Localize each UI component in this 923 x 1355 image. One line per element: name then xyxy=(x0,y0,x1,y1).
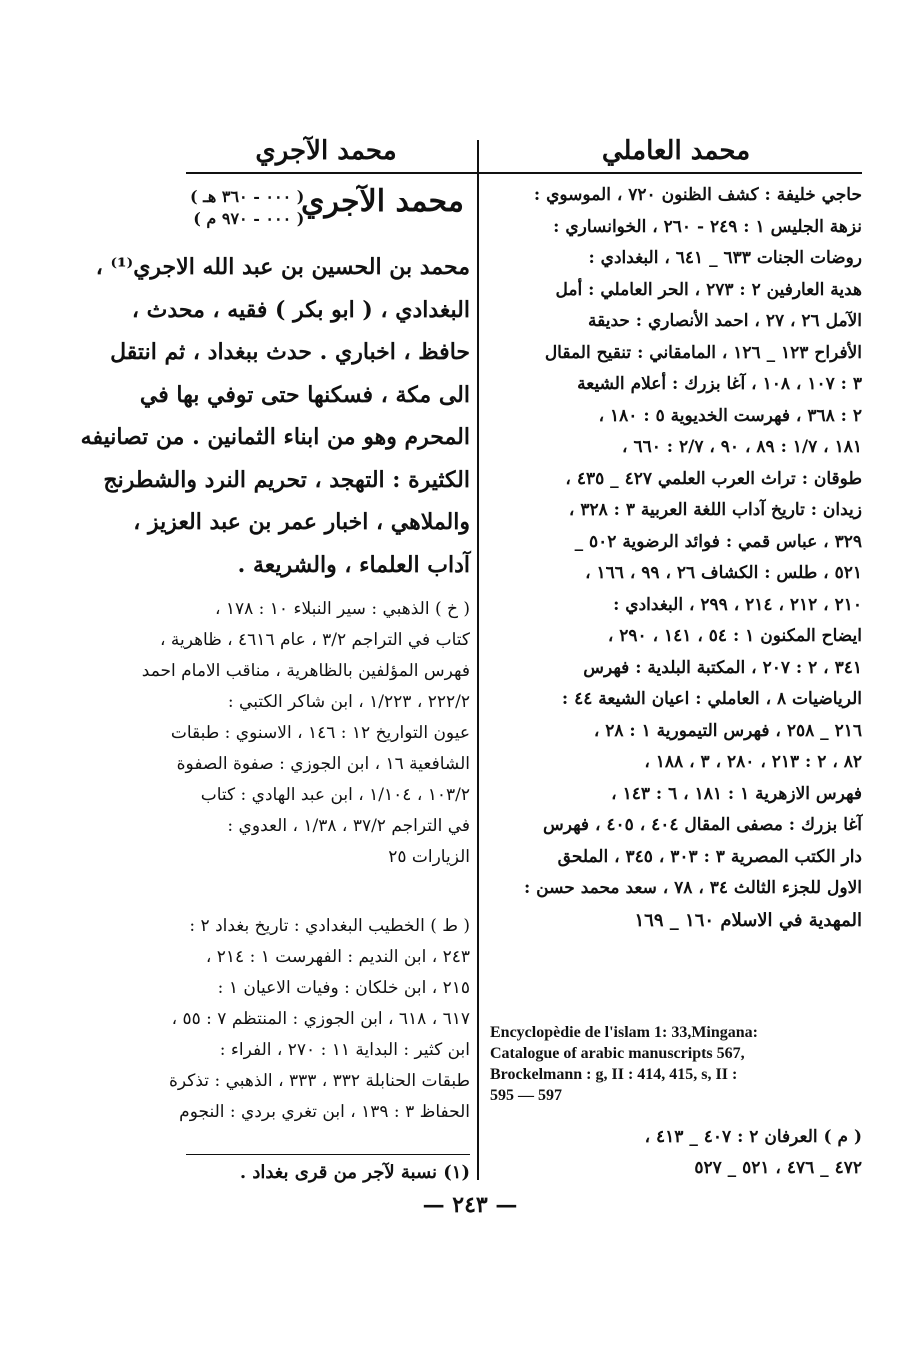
text-line: ٣ : ١٠٧ ، ١٠٨ ، آغا بزرك : أعلام الشيعة xyxy=(577,374,862,394)
latin-references xyxy=(490,1022,862,1106)
text-line: هدية العارفين ٢ : ٢٧٣ ، الحر العاملي : أمل xyxy=(555,279,862,300)
text-line: زيدان : تاريخ آداب اللغة العربية ٣ : ٣٢٨ ، xyxy=(568,500,862,520)
text-line: الى مكة ، فسكنها حتى توفي بها في xyxy=(139,381,470,408)
footnote-rule xyxy=(186,1154,470,1155)
page-number: — ٢٤٣ — xyxy=(422,1192,518,1218)
latin-line: Catalogue of arabic manuscripts 567, xyxy=(490,1045,745,1062)
text-line: والملاهي ، اخبار عمر بن عبد العزيز ، xyxy=(133,509,470,535)
text-line: ٨٢ ، ٢ : ٢١٣ ، ٢٨٠ ، ٣ ، ١٨٨ ، xyxy=(644,752,862,772)
latin-line: Encyclopèdie de l'islam 1: 33,Mingana: xyxy=(490,1024,758,1041)
source-line: ٢٢٢/٢ ، ١/٢٢٣ ، ابن شاكر الكتبي : xyxy=(227,692,470,712)
source-line: الزيارات ٢٥ xyxy=(388,847,470,867)
text-line: ٣٢٩ ، عباس قمي : فوائد الرضوية ٥٠٢ _ xyxy=(574,531,862,552)
text-line: الآمل ٢٦ ، ٢٧ ، احمد الأنصاري : حديقة xyxy=(588,311,862,331)
entry-heading xyxy=(186,180,470,238)
text-line: المحرم وهو من ابناء الثمانين . من تصانيفه xyxy=(80,424,470,450)
source-line: ٢١٥ ، ابن خلكان : وفيات الاعيان ١ : xyxy=(217,978,470,998)
source-line: ( ط ) الخطيب البغدادي : تاريخ بغداد ٢ : xyxy=(189,916,470,936)
footnote: (١) نسبة لآجر من قرى بغداد . xyxy=(239,1162,470,1183)
source-line: الشافعية ١٦ ، ابن الجوزي : صفوة الصفوة xyxy=(176,754,470,774)
text-line: ايضاح المكنون ١ : ٥٤ ، ١٤١ ، ٢٩٠ ، xyxy=(607,626,862,646)
running-header-left: محمد الآجري xyxy=(255,136,397,166)
text-line: طوقان : تراث العرب العلمي ٤٢٧ _ ٤٣٥ ، xyxy=(565,468,862,489)
source-line: الحفاظ ٣ : ١٣٩ ، ابن تغري بردي : النجوم xyxy=(179,1102,470,1122)
text-line: ٢١٠ ، ٢١٢ ، ٢١٤ ، ٢٩٩ ، البغدادي : xyxy=(613,594,862,615)
text-line: ٣٤١ ، ٢ : ٢٠٧ ، المكتبة البلدية : فهرس xyxy=(583,657,862,678)
text-line: ٢١٦ _ ٢٥٨ ، فهرس التيمورية ١ : ٢٨ ، xyxy=(593,720,862,741)
text-line: نزهة الجليس ١ : ٢٤٩ - ٢٦٠ ، الخوانساري : xyxy=(553,216,862,237)
text-line: ١٨١ ، ١/٧ : ٨٩ ، ٩٠ ، ٢/٧ : ٦٦٠ ، xyxy=(622,437,862,457)
text-line: حاجي خليفة : كشف الظنون ٧٢٠ ، الموسوي : xyxy=(533,185,862,205)
text-line: حافظ ، اخباري . حدث ببغداد ، ثم انتقل xyxy=(110,339,470,365)
right-column-tail xyxy=(490,1122,862,1184)
latin-line: Brockelmann : g, II : 414, 415, s, II : xyxy=(490,1066,738,1083)
text-line: الاول للجزء الثالث ٣٤ ، ٧٨ ، سعد محمد حسن : xyxy=(523,878,862,898)
source-line: ١٠٣/٢ ، ١/١٠٤ ، ابن عبد الهادي : كتاب xyxy=(200,785,470,805)
entry-body xyxy=(80,246,470,586)
text-line: الكثيرة : التهجد ، تحريم النرد والشطرنج xyxy=(103,466,470,493)
source-line: طبقات الحنابلة ٣٣٢ ، ٣٣٣ ، الذهبي : تذكرة xyxy=(169,1071,470,1091)
source-line: ٦١٧ ، ٦١٨ ، ابن الجوزي : المنتظم ٧ : ٥٥ ، xyxy=(171,1009,470,1029)
latin-line: 595 — 597 xyxy=(490,1087,562,1104)
date-line: ( ٠٠٠ - ٣٦٠ هـ ) xyxy=(190,187,305,206)
header-rule xyxy=(186,172,862,174)
text-line: المهدية في الاسلام ١٦٠ _ ١٦٩ xyxy=(634,909,862,931)
text-line: ( م ) العرفان ٢ : ٤٠٧ _ ٤١٣ ، xyxy=(644,1127,862,1147)
text-line: الرياضيات ٨ ، العاملي : اعيان الشيعة ٤٤ : xyxy=(561,689,862,709)
text-line: البغدادي ، ( ابو بكر ) فقيه ، محدث ، xyxy=(131,296,470,323)
source-line: في التراجم ٣٧/٢ ، ١/٣٨ ، العدوي : xyxy=(227,816,470,836)
text-line: ٢ : ٣٦٨ ، فهرست الخديوية ٥ : ١٨٠ ، xyxy=(598,405,862,426)
entry-title: محمد الآجري xyxy=(301,184,464,219)
text-line: الأفراح ١٢٣ _ ١٢٦ ، المامقاني : تنقيح المقال xyxy=(544,342,862,363)
date-line: ( ٠٠٠ - ٩٧٠ م ) xyxy=(193,209,305,228)
source-line: فهرس المؤلفين بالظاهرية ، مناقب الامام احمد xyxy=(141,661,470,681)
source-line: ( خ ) الذهبي : سير النبلاء ١٠ : ١٧٨ ، xyxy=(214,599,470,619)
right-column-text xyxy=(490,180,862,936)
source-line: ابن كثير : البداية ١١ : ٢٧٠ ، الفراء : xyxy=(219,1040,470,1060)
sources-block-2 xyxy=(169,911,470,1128)
text-line: آداب العلماء ، والشريعة . xyxy=(237,551,470,578)
text-line: ٥٢١ ، طلس : الكشاف ٢٦ ، ٩٩ ، ١٦٦ ، xyxy=(585,563,862,583)
running-header-right: محمد العاملي xyxy=(601,136,751,166)
text-line: ٤٧٢ _ ٤٧٦ ، ٥٢١ _ ٥٢٧ xyxy=(694,1158,862,1178)
entry-dates xyxy=(190,186,304,230)
source-line: كتاب في التراجم ٣/٢ ، عام ٤٦١٦ ، ظاهرية ، xyxy=(159,630,470,650)
source-line: عيون التواريخ ١٢ : ١٤٦ ، الاسنوي : طبقات xyxy=(170,723,470,743)
text-line: روضات الجنات ٦٣٣ _ ٦٤١ ، البغدادي : xyxy=(588,248,862,268)
source-line: ٢٤٣ ، ابن النديم : الفهرست ١ : ٢١٤ ، xyxy=(205,947,470,967)
text-line: محمد بن الحسين بن عبد الله الاجري⁽¹⁾ ، xyxy=(95,254,470,280)
text-line: دار الكتب المصرية ٣ : ٣٠٣ ، ٣٤٥ ، الملحق xyxy=(557,846,862,867)
column-divider xyxy=(477,140,479,1180)
sources-block-1 xyxy=(141,594,470,873)
text-line: فهرس الازهرية ١ : ١٨١ ، ٦ : ١٤٣ ، xyxy=(611,783,862,804)
text-line: آغا بزرك : مصفى المقال ٤٠٤ ، ٤٠٥ ، فهرس xyxy=(542,815,862,835)
